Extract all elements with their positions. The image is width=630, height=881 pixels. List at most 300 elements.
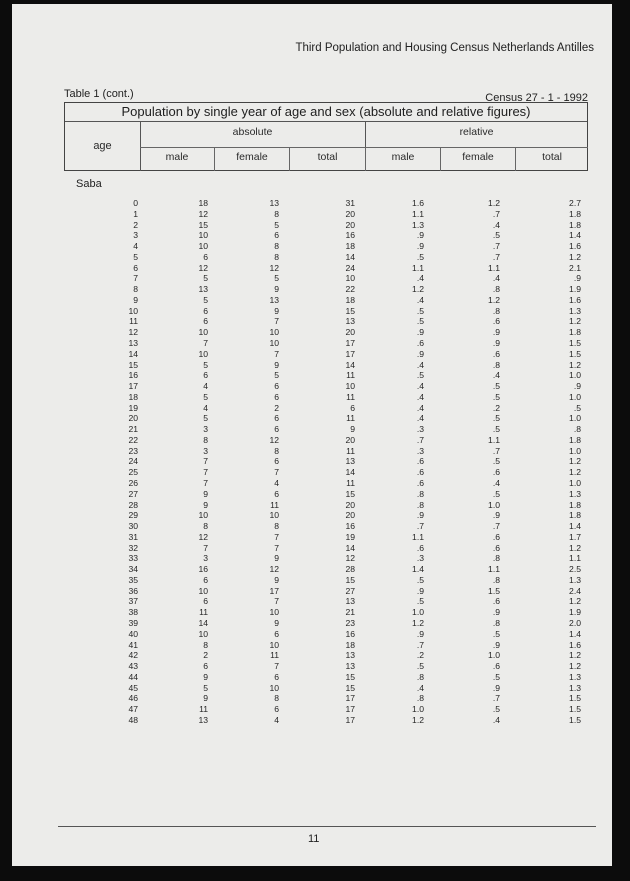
table-row <box>12 586 612 597</box>
relative-male-cell: .8 <box>416 499 424 510</box>
relative-total-cell: 1.4 <box>569 230 581 241</box>
absolute-female-cell: 7 <box>274 531 279 542</box>
relative-male-cell: 1.1 <box>412 262 424 273</box>
relative-female-cell: .5 <box>492 456 500 467</box>
column-group-relative: relative <box>365 121 588 148</box>
absolute-male-cell: 12 <box>198 531 208 542</box>
absolute-female-cell: 9 <box>274 553 279 564</box>
age-cell: 39 <box>128 618 138 629</box>
table-row <box>12 650 612 661</box>
absolute-female-cell: 8 <box>274 241 279 252</box>
table-row <box>12 715 612 726</box>
absolute-total-cell: 14 <box>345 467 355 478</box>
relative-male-cell: .9 <box>416 510 424 521</box>
absolute-female-cell: 6 <box>274 230 279 241</box>
age-cell: 9 <box>133 294 138 305</box>
absolute-total-cell: 18 <box>345 639 355 650</box>
age-cell: 18 <box>128 391 138 402</box>
absolute-male-cell: 12 <box>198 208 208 219</box>
absolute-female-cell: 6 <box>274 391 279 402</box>
absolute-total-cell: 18 <box>345 294 355 305</box>
relative-total-cell: 1.2 <box>569 467 581 478</box>
absolute-total-cell: 13 <box>345 650 355 661</box>
relative-male-cell: .3 <box>416 445 424 456</box>
relative-female-cell: .6 <box>492 661 500 672</box>
absolute-total-cell: 6 <box>350 402 355 413</box>
table-row <box>12 500 612 511</box>
relative-total-cell: 1.6 <box>569 294 581 305</box>
relative-total-cell: 1.8 <box>569 208 581 219</box>
absolute-total-cell: 13 <box>345 661 355 672</box>
relative-male-cell: 1.0 <box>412 704 424 715</box>
absolute-male-cell: 3 <box>203 553 208 564</box>
relative-total-cell: 1.9 <box>569 284 581 295</box>
absolute-male-cell: 7 <box>203 542 208 553</box>
absolute-total-cell: 11 <box>346 413 355 424</box>
relative-total-cell: 1.0 <box>569 478 581 489</box>
absolute-total-cell: 10 <box>345 273 355 284</box>
relative-total-cell: 1.8 <box>569 219 581 230</box>
relative-female-cell: 1.1 <box>488 262 500 273</box>
relative-male-cell: .6 <box>416 542 424 553</box>
absolute-female-cell: 8 <box>274 693 279 704</box>
running-head: Third Population and Housing Census Netherlands Antilles <box>295 42 594 54</box>
age-cell: 6 <box>133 262 138 273</box>
relative-male-cell: .5 <box>416 370 424 381</box>
absolute-male-cell: 6 <box>203 574 208 585</box>
table-header <box>64 102 588 171</box>
relative-female-cell: .7 <box>492 251 500 262</box>
absolute-total-cell: 20 <box>345 327 355 338</box>
table-row <box>12 241 612 252</box>
age-cell: 10 <box>128 305 138 316</box>
absolute-total-cell: 23 <box>345 618 355 629</box>
relative-total-cell: 1.8 <box>569 499 581 510</box>
relative-total-cell: 1.5 <box>569 693 581 704</box>
relative-total-cell: 1.0 <box>569 445 581 456</box>
age-cell: 21 <box>128 424 138 435</box>
relative-female-cell: .5 <box>492 671 500 682</box>
absolute-female-cell: 13 <box>269 294 279 305</box>
table-row <box>12 661 612 672</box>
relative-male-cell: .7 <box>416 639 424 650</box>
absolute-female-cell: 4 <box>274 478 279 489</box>
relative-female-cell: .7 <box>492 693 500 704</box>
relative-total-cell: .9 <box>573 273 581 284</box>
absolute-total-cell: 22 <box>345 284 355 295</box>
age-cell: 43 <box>128 661 138 672</box>
relative-female-cell: .8 <box>492 305 500 316</box>
absolute-total-cell: 18 <box>345 241 355 252</box>
relative-male-cell: .4 <box>416 682 424 693</box>
age-cell: 34 <box>128 564 138 575</box>
relative-male-cell: .6 <box>416 338 424 348</box>
relative-male-cell: .9 <box>416 230 424 241</box>
table-row <box>12 413 612 424</box>
relative-total-cell: 1.3 <box>569 682 581 693</box>
absolute-female-cell: 6 <box>274 456 279 467</box>
absolute-female-cell: 8 <box>274 251 279 262</box>
relative-female-cell: 1.0 <box>488 650 500 661</box>
relative-female-cell: .6 <box>492 542 500 553</box>
table-row <box>12 338 612 349</box>
age-cell: 5 <box>133 251 138 262</box>
relative-female-cell: .8 <box>492 553 500 564</box>
absolute-total-cell: 11 <box>346 445 355 456</box>
relative-male-cell: .4 <box>416 359 424 370</box>
relative-total-cell: 2.0 <box>569 618 581 629</box>
relative-total-cell: .5 <box>573 402 581 413</box>
relative-total-cell: 1.1 <box>569 553 581 564</box>
footer-rule <box>58 826 596 827</box>
absolute-male-cell: 6 <box>203 251 208 262</box>
table-row <box>12 435 612 446</box>
absolute-total-cell: 28 <box>345 564 355 575</box>
absolute-male-cell: 10 <box>198 510 208 521</box>
relative-total-cell: 1.5 <box>569 714 581 725</box>
absolute-female-cell: 12 <box>269 262 279 273</box>
relative-male-cell: 1.1 <box>412 531 424 542</box>
relative-female-cell: .5 <box>492 391 500 402</box>
relative-male-cell: 1.2 <box>412 618 424 629</box>
relative-female-cell: .8 <box>492 284 500 295</box>
document-page <box>12 4 612 866</box>
absolute-female-cell: 2 <box>274 402 279 413</box>
absolute-male-cell: 5 <box>203 682 208 693</box>
absolute-female-cell: 6 <box>274 704 279 715</box>
absolute-total-cell: 11 <box>346 370 355 381</box>
absolute-male-cell: 6 <box>203 596 208 607</box>
absolute-female-cell: 6 <box>274 628 279 639</box>
relative-male-cell: 1.0 <box>412 607 424 618</box>
relative-total-cell: 1.3 <box>569 574 581 585</box>
absolute-male-cell: 7 <box>203 478 208 489</box>
absolute-female-cell: 7 <box>274 348 279 359</box>
absolute-male-cell: 18 <box>198 198 208 208</box>
table-row <box>12 478 612 489</box>
table-row <box>12 553 612 564</box>
table-row <box>12 403 612 414</box>
area-label: Saba <box>76 178 102 190</box>
table-row <box>12 640 612 651</box>
age-cell: 46 <box>128 693 138 704</box>
table-row <box>12 349 612 360</box>
relative-male-cell: 1.4 <box>412 564 424 575</box>
table-row <box>12 596 612 607</box>
age-cell: 17 <box>128 381 138 392</box>
absolute-female-cell: 10 <box>269 338 279 348</box>
relative-total-cell: 1.8 <box>569 510 581 521</box>
table-row <box>12 306 612 317</box>
absolute-total-cell: 13 <box>345 456 355 467</box>
absolute-male-cell: 5 <box>203 359 208 370</box>
absolute-female-cell: 10 <box>269 327 279 338</box>
relative-male-cell: .5 <box>416 251 424 262</box>
table-row <box>12 327 612 338</box>
age-cell: 48 <box>128 714 138 725</box>
age-cell: 36 <box>128 585 138 596</box>
age-cell: 45 <box>128 682 138 693</box>
absolute-male-cell: 7 <box>203 456 208 467</box>
absolute-female-cell: 7 <box>274 316 279 327</box>
absolute-female-cell: 10 <box>269 682 279 693</box>
relative-female-cell: .5 <box>492 424 500 435</box>
table-row <box>12 618 612 629</box>
absolute-male-cell: 5 <box>203 413 208 424</box>
relative-female-cell: .7 <box>492 445 500 456</box>
absolute-male-cell: 9 <box>203 488 208 499</box>
relative-female-cell: .2 <box>492 402 500 413</box>
absolute-female-cell: 12 <box>269 434 279 445</box>
absolute-total-cell: 14 <box>345 251 355 262</box>
absolute-total-cell: 9 <box>350 424 355 435</box>
age-cell: 47 <box>128 704 138 715</box>
relative-total-cell: 1.0 <box>569 413 581 424</box>
table-label: Table 1 (cont.) <box>64 88 134 100</box>
relative-total-cell: 2.1 <box>569 262 581 273</box>
table-row <box>12 543 612 554</box>
relative-female-cell: .7 <box>492 208 500 219</box>
absolute-total-cell: 24 <box>345 262 355 273</box>
age-cell: 26 <box>128 478 138 489</box>
absolute-female-cell: 13 <box>269 198 279 208</box>
table-row <box>12 521 612 532</box>
relative-female-cell: .8 <box>492 359 500 370</box>
table-row <box>12 316 612 327</box>
relative-female-cell: .4 <box>492 478 500 489</box>
age-cell: 20 <box>128 413 138 424</box>
relative-female-cell: .6 <box>492 596 500 607</box>
relative-female-cell: 1.2 <box>488 198 500 208</box>
relative-total-cell: 1.7 <box>569 531 581 542</box>
absolute-total-cell: 15 <box>345 671 355 682</box>
relative-female-cell: 1.1 <box>488 564 500 575</box>
absolute-male-cell: 7 <box>203 467 208 478</box>
relative-total-cell: 1.5 <box>569 348 581 359</box>
age-cell: 29 <box>128 510 138 521</box>
relative-female-cell: 1.5 <box>488 585 500 596</box>
relative-female-cell: 1.2 <box>488 294 500 305</box>
relative-female-cell: 1.0 <box>488 499 500 510</box>
relative-total-cell: 2.5 <box>569 564 581 575</box>
absolute-female-cell: 8 <box>274 208 279 219</box>
absolute-female-cell: 9 <box>274 618 279 629</box>
table-row <box>12 424 612 435</box>
absolute-female-cell: 9 <box>274 574 279 585</box>
age-cell: 0 <box>133 198 138 208</box>
absolute-total-cell: 13 <box>345 596 355 607</box>
relative-female-cell: .6 <box>492 348 500 359</box>
absolute-female-cell: 9 <box>274 305 279 316</box>
relative-male-cell: .8 <box>416 693 424 704</box>
absolute-female-cell: 7 <box>274 467 279 478</box>
table-row <box>12 489 612 500</box>
absolute-male-cell: 5 <box>203 391 208 402</box>
absolute-female-cell: 8 <box>274 521 279 532</box>
table-row <box>12 284 612 295</box>
absolute-total-cell: 14 <box>345 542 355 553</box>
relative-total-cell: 1.2 <box>569 661 581 672</box>
age-cell: 7 <box>133 273 138 284</box>
relative-female-cell: .5 <box>492 628 500 639</box>
absolute-male-cell: 9 <box>203 499 208 510</box>
absolute-female-cell: 10 <box>269 639 279 650</box>
absolute-total-cell: 17 <box>345 714 355 725</box>
absolute-male-cell: 15 <box>198 219 208 230</box>
relative-total-cell: 2.7 <box>569 198 581 208</box>
relative-male-cell: .6 <box>416 478 424 489</box>
relative-total-cell: 1.2 <box>569 359 581 370</box>
age-cell: 37 <box>128 596 138 607</box>
absolute-total-cell: 16 <box>345 521 355 532</box>
absolute-female-cell: 4 <box>274 714 279 725</box>
relative-female-cell: .5 <box>492 381 500 392</box>
absolute-total-cell: 17 <box>345 348 355 359</box>
absolute-male-cell: 12 <box>198 262 208 273</box>
relative-female-cell: .9 <box>492 510 500 521</box>
table-row <box>12 564 612 575</box>
relative-male-cell: .8 <box>416 488 424 499</box>
relative-male-cell: 1.3 <box>412 219 424 230</box>
relative-female-cell: .5 <box>492 704 500 715</box>
table-row <box>12 532 612 543</box>
absolute-male-cell: 2 <box>203 650 208 661</box>
column-header-absolute-total: total <box>290 147 366 171</box>
absolute-female-cell: 5 <box>274 273 279 284</box>
table-row <box>12 295 612 306</box>
relative-total-cell: 1.2 <box>569 650 581 661</box>
relative-female-cell: .8 <box>492 618 500 629</box>
relative-total-cell: 1.8 <box>569 327 581 338</box>
table-row <box>12 198 612 209</box>
relative-male-cell: .4 <box>416 413 424 424</box>
absolute-total-cell: 20 <box>345 219 355 230</box>
relative-total-cell: 1.0 <box>569 391 581 402</box>
absolute-total-cell: 14 <box>345 359 355 370</box>
age-cell: 13 <box>128 338 138 348</box>
relative-male-cell: 1.1 <box>412 208 424 219</box>
table-row <box>12 220 612 231</box>
absolute-female-cell: 6 <box>274 671 279 682</box>
age-cell: 24 <box>128 456 138 467</box>
age-cell: 22 <box>128 434 138 445</box>
absolute-female-cell: 11 <box>270 499 279 510</box>
table-row <box>12 381 612 392</box>
absolute-female-cell: 6 <box>274 488 279 499</box>
age-cell: 28 <box>128 499 138 510</box>
relative-female-cell: .5 <box>492 413 500 424</box>
relative-male-cell: .9 <box>416 327 424 338</box>
absolute-male-cell: 9 <box>203 671 208 682</box>
relative-total-cell: .8 <box>573 424 581 435</box>
table-row <box>12 273 612 284</box>
relative-female-cell: .8 <box>492 574 500 585</box>
relative-male-cell: .6 <box>416 456 424 467</box>
column-header-relative-female: female <box>441 147 516 171</box>
absolute-male-cell: 11 <box>199 607 208 618</box>
column-header-relative-male: male <box>366 147 441 171</box>
absolute-male-cell: 9 <box>203 693 208 704</box>
absolute-male-cell: 10 <box>198 585 208 596</box>
age-cell: 15 <box>128 359 138 370</box>
relative-female-cell: .9 <box>492 338 500 348</box>
absolute-female-cell: 8 <box>274 445 279 456</box>
absolute-male-cell: 13 <box>198 714 208 725</box>
relative-male-cell: .4 <box>416 294 424 305</box>
absolute-male-cell: 8 <box>203 434 208 445</box>
relative-total-cell: 1.2 <box>569 596 581 607</box>
age-cell: 3 <box>133 230 138 241</box>
absolute-total-cell: 17 <box>345 338 355 348</box>
absolute-male-cell: 10 <box>198 241 208 252</box>
absolute-male-cell: 6 <box>203 305 208 316</box>
relative-female-cell: .9 <box>492 327 500 338</box>
age-cell: 14 <box>128 348 138 359</box>
table-row <box>12 446 612 457</box>
absolute-male-cell: 10 <box>198 348 208 359</box>
table-row <box>12 683 612 694</box>
relative-total-cell: 2.4 <box>569 585 581 596</box>
absolute-male-cell: 14 <box>198 618 208 629</box>
absolute-total-cell: 12 <box>345 553 355 564</box>
absolute-female-cell: 9 <box>274 359 279 370</box>
table-row <box>12 252 612 263</box>
page-number: 11 <box>308 833 320 845</box>
relative-male-cell: .3 <box>416 424 424 435</box>
absolute-total-cell: 27 <box>345 585 355 596</box>
absolute-total-cell: 16 <box>345 230 355 241</box>
absolute-male-cell: 3 <box>203 445 208 456</box>
table-row <box>12 467 612 478</box>
table-row <box>12 672 612 683</box>
relative-male-cell: .4 <box>416 273 424 284</box>
absolute-female-cell: 6 <box>274 424 279 435</box>
table-title: Population by single year of age and sex (absolute and relative figures) <box>65 103 587 122</box>
relative-male-cell: .5 <box>416 305 424 316</box>
relative-female-cell: .5 <box>492 488 500 499</box>
relative-male-cell: .6 <box>416 467 424 478</box>
table-row <box>12 693 612 704</box>
relative-total-cell: 1.6 <box>569 639 581 650</box>
absolute-male-cell: 7 <box>203 338 208 348</box>
relative-male-cell: .4 <box>416 381 424 392</box>
table-row <box>12 263 612 274</box>
census-date: Census 27 - 1 - 1992 <box>485 92 588 104</box>
relative-male-cell: .2 <box>416 650 424 661</box>
relative-male-cell: 1.2 <box>412 714 424 725</box>
absolute-total-cell: 15 <box>345 682 355 693</box>
relative-male-cell: .9 <box>416 348 424 359</box>
age-cell: 4 <box>133 241 138 252</box>
absolute-male-cell: 11 <box>199 704 208 715</box>
relative-total-cell: 1.9 <box>569 607 581 618</box>
relative-total-cell: 1.5 <box>569 338 581 348</box>
table-row <box>12 209 612 220</box>
absolute-total-cell: 15 <box>345 305 355 316</box>
table-row <box>12 575 612 586</box>
age-cell: 30 <box>128 521 138 532</box>
age-cell: 41 <box>128 639 138 650</box>
age-cell: 33 <box>128 553 138 564</box>
relative-total-cell: 1.0 <box>569 370 581 381</box>
relative-male-cell: .9 <box>416 628 424 639</box>
absolute-male-cell: 10 <box>198 230 208 241</box>
table-row <box>12 629 612 640</box>
relative-male-cell: .9 <box>416 241 424 252</box>
absolute-male-cell: 10 <box>198 628 208 639</box>
relative-male-cell: 1.6 <box>412 198 424 208</box>
absolute-male-cell: 5 <box>203 294 208 305</box>
